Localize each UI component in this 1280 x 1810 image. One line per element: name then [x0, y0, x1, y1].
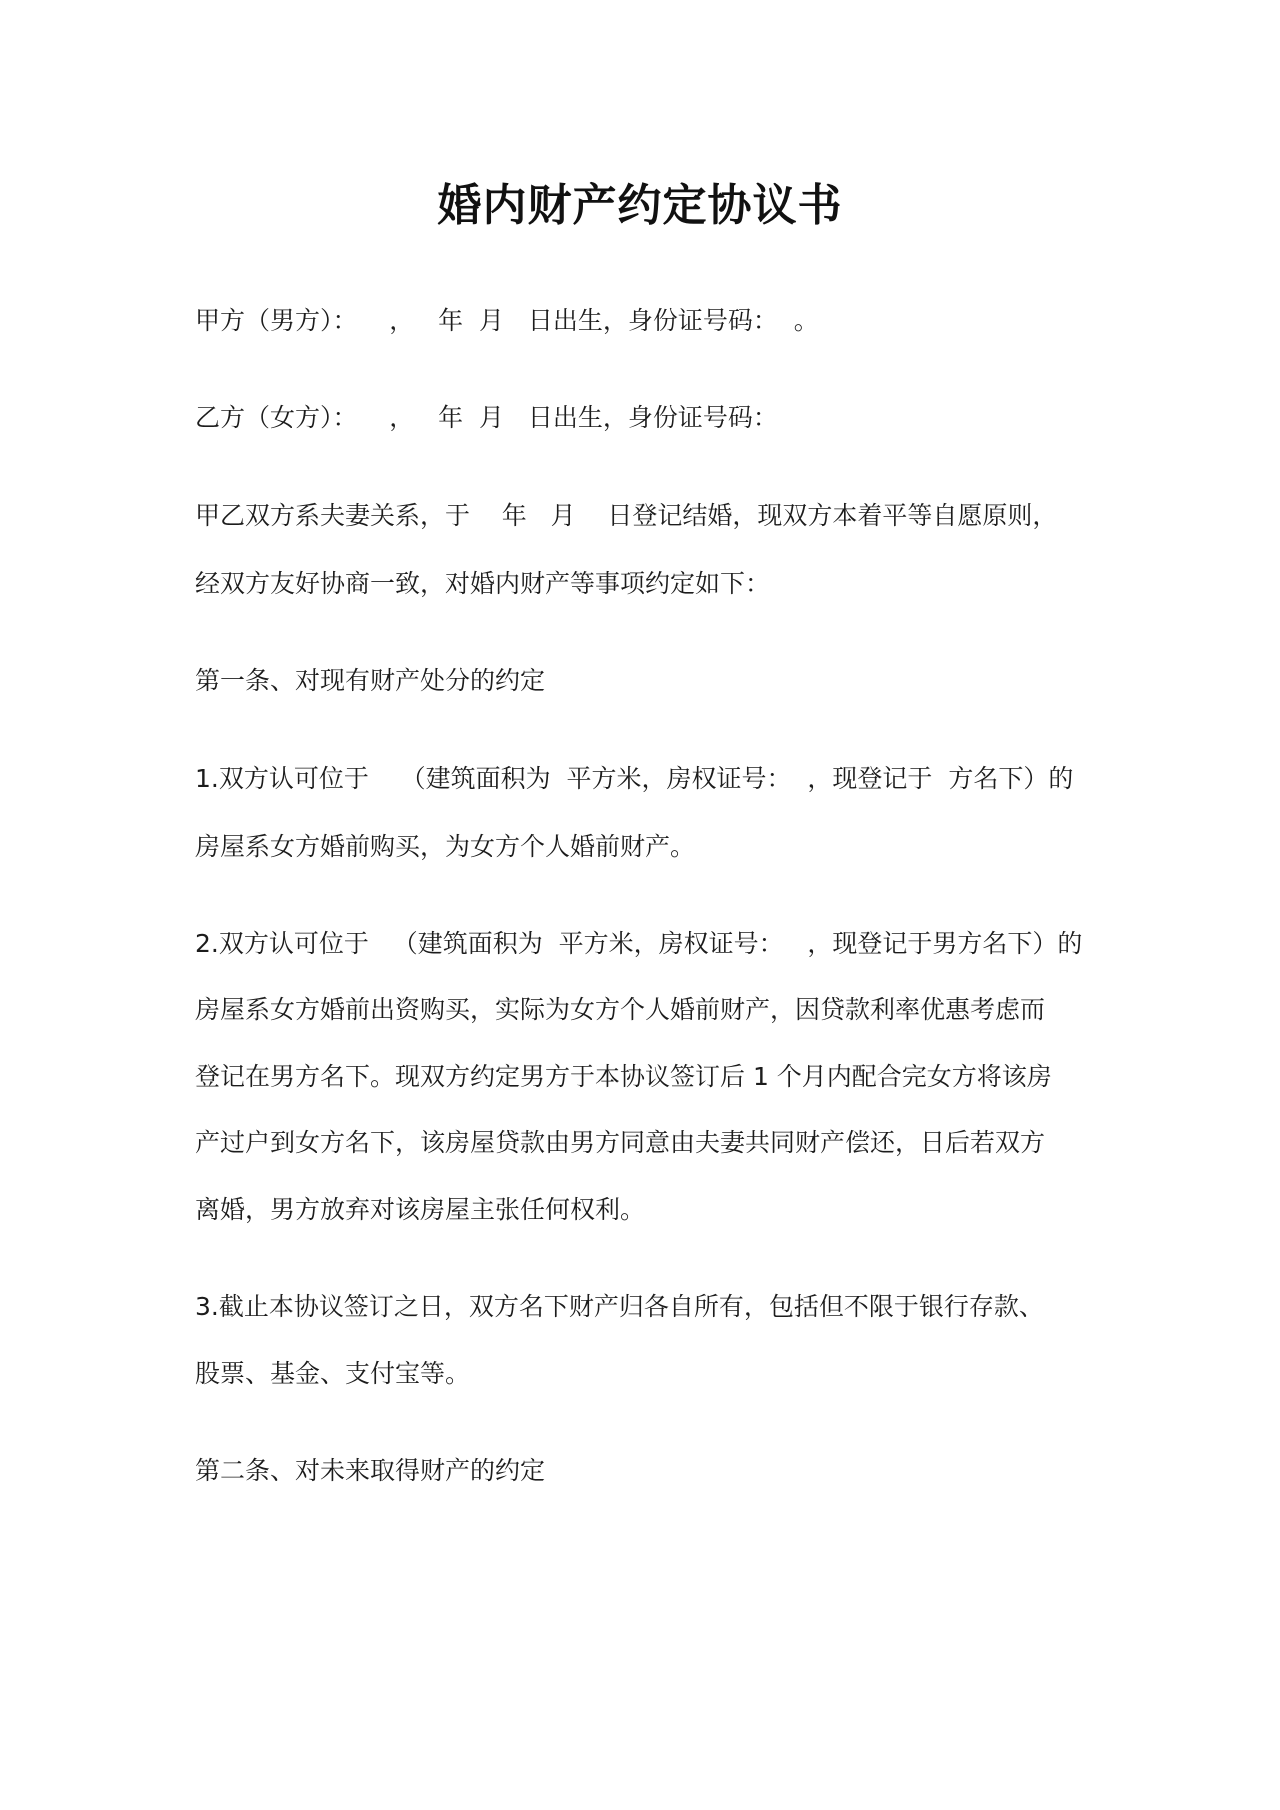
clause-2-line-3: 登记在男方名下。现双方约定男方于本协议签订后 1 个月内配合完女方将该房 [195, 1062, 1052, 1091]
party-a-line: 甲方（男方）： ， 年 月 日出生，身份证号码： 。 [195, 306, 819, 335]
clause-1-line-1: 1.双方认可位于 （建筑面积为 平方米，房权证号： ，现登记于 方名下）的 [195, 764, 1074, 793]
clause-3-line-2: 股票、基金、支付宝等。 [195, 1359, 471, 1388]
clause-2-line-1: 2.双方认可位于 （建筑面积为 平方米，房权证号： ，现登记于男方名下）的 [195, 929, 1083, 958]
article-1-heading: 第一条、对现有财产处分的约定 [195, 666, 546, 695]
clause-2-line-5: 离婚，男方放弃对该房屋主张任何权利。 [195, 1195, 646, 1224]
clause-1-line-2: 房屋系女方婚前购买，为女方个人婚前财产。 [195, 832, 696, 861]
party-b-line: 乙方（女方）： ， 年 月 日出生，身份证号码： [195, 403, 778, 432]
article-2-heading: 第二条、对未来取得财产的约定 [195, 1456, 546, 1485]
preamble-line-1: 甲乙双方系夫妻关系，于 年 月 日登记结婚，现双方本着平等自愿原则， [195, 501, 1058, 530]
clause-2-line-4: 产过户到女方名下，该房屋贷款由男方同意由夫妻共同财产偿还，日后若双方 [195, 1128, 1046, 1157]
clause-3-line-1: 3.截止本协议签订之日，双方名下财产归各自所有，包括但不限于银行存款、 [195, 1292, 1044, 1321]
clause-2-line-2: 房屋系女方婚前出资购买，实际为女方个人婚前财产，因贷款利率优惠考虑而 [195, 995, 1046, 1024]
preamble-line-2: 经双方友好协商一致，对婚内财产等事项约定如下： [195, 569, 771, 598]
document-title: 婚内财产约定协议书 [437, 180, 843, 231]
